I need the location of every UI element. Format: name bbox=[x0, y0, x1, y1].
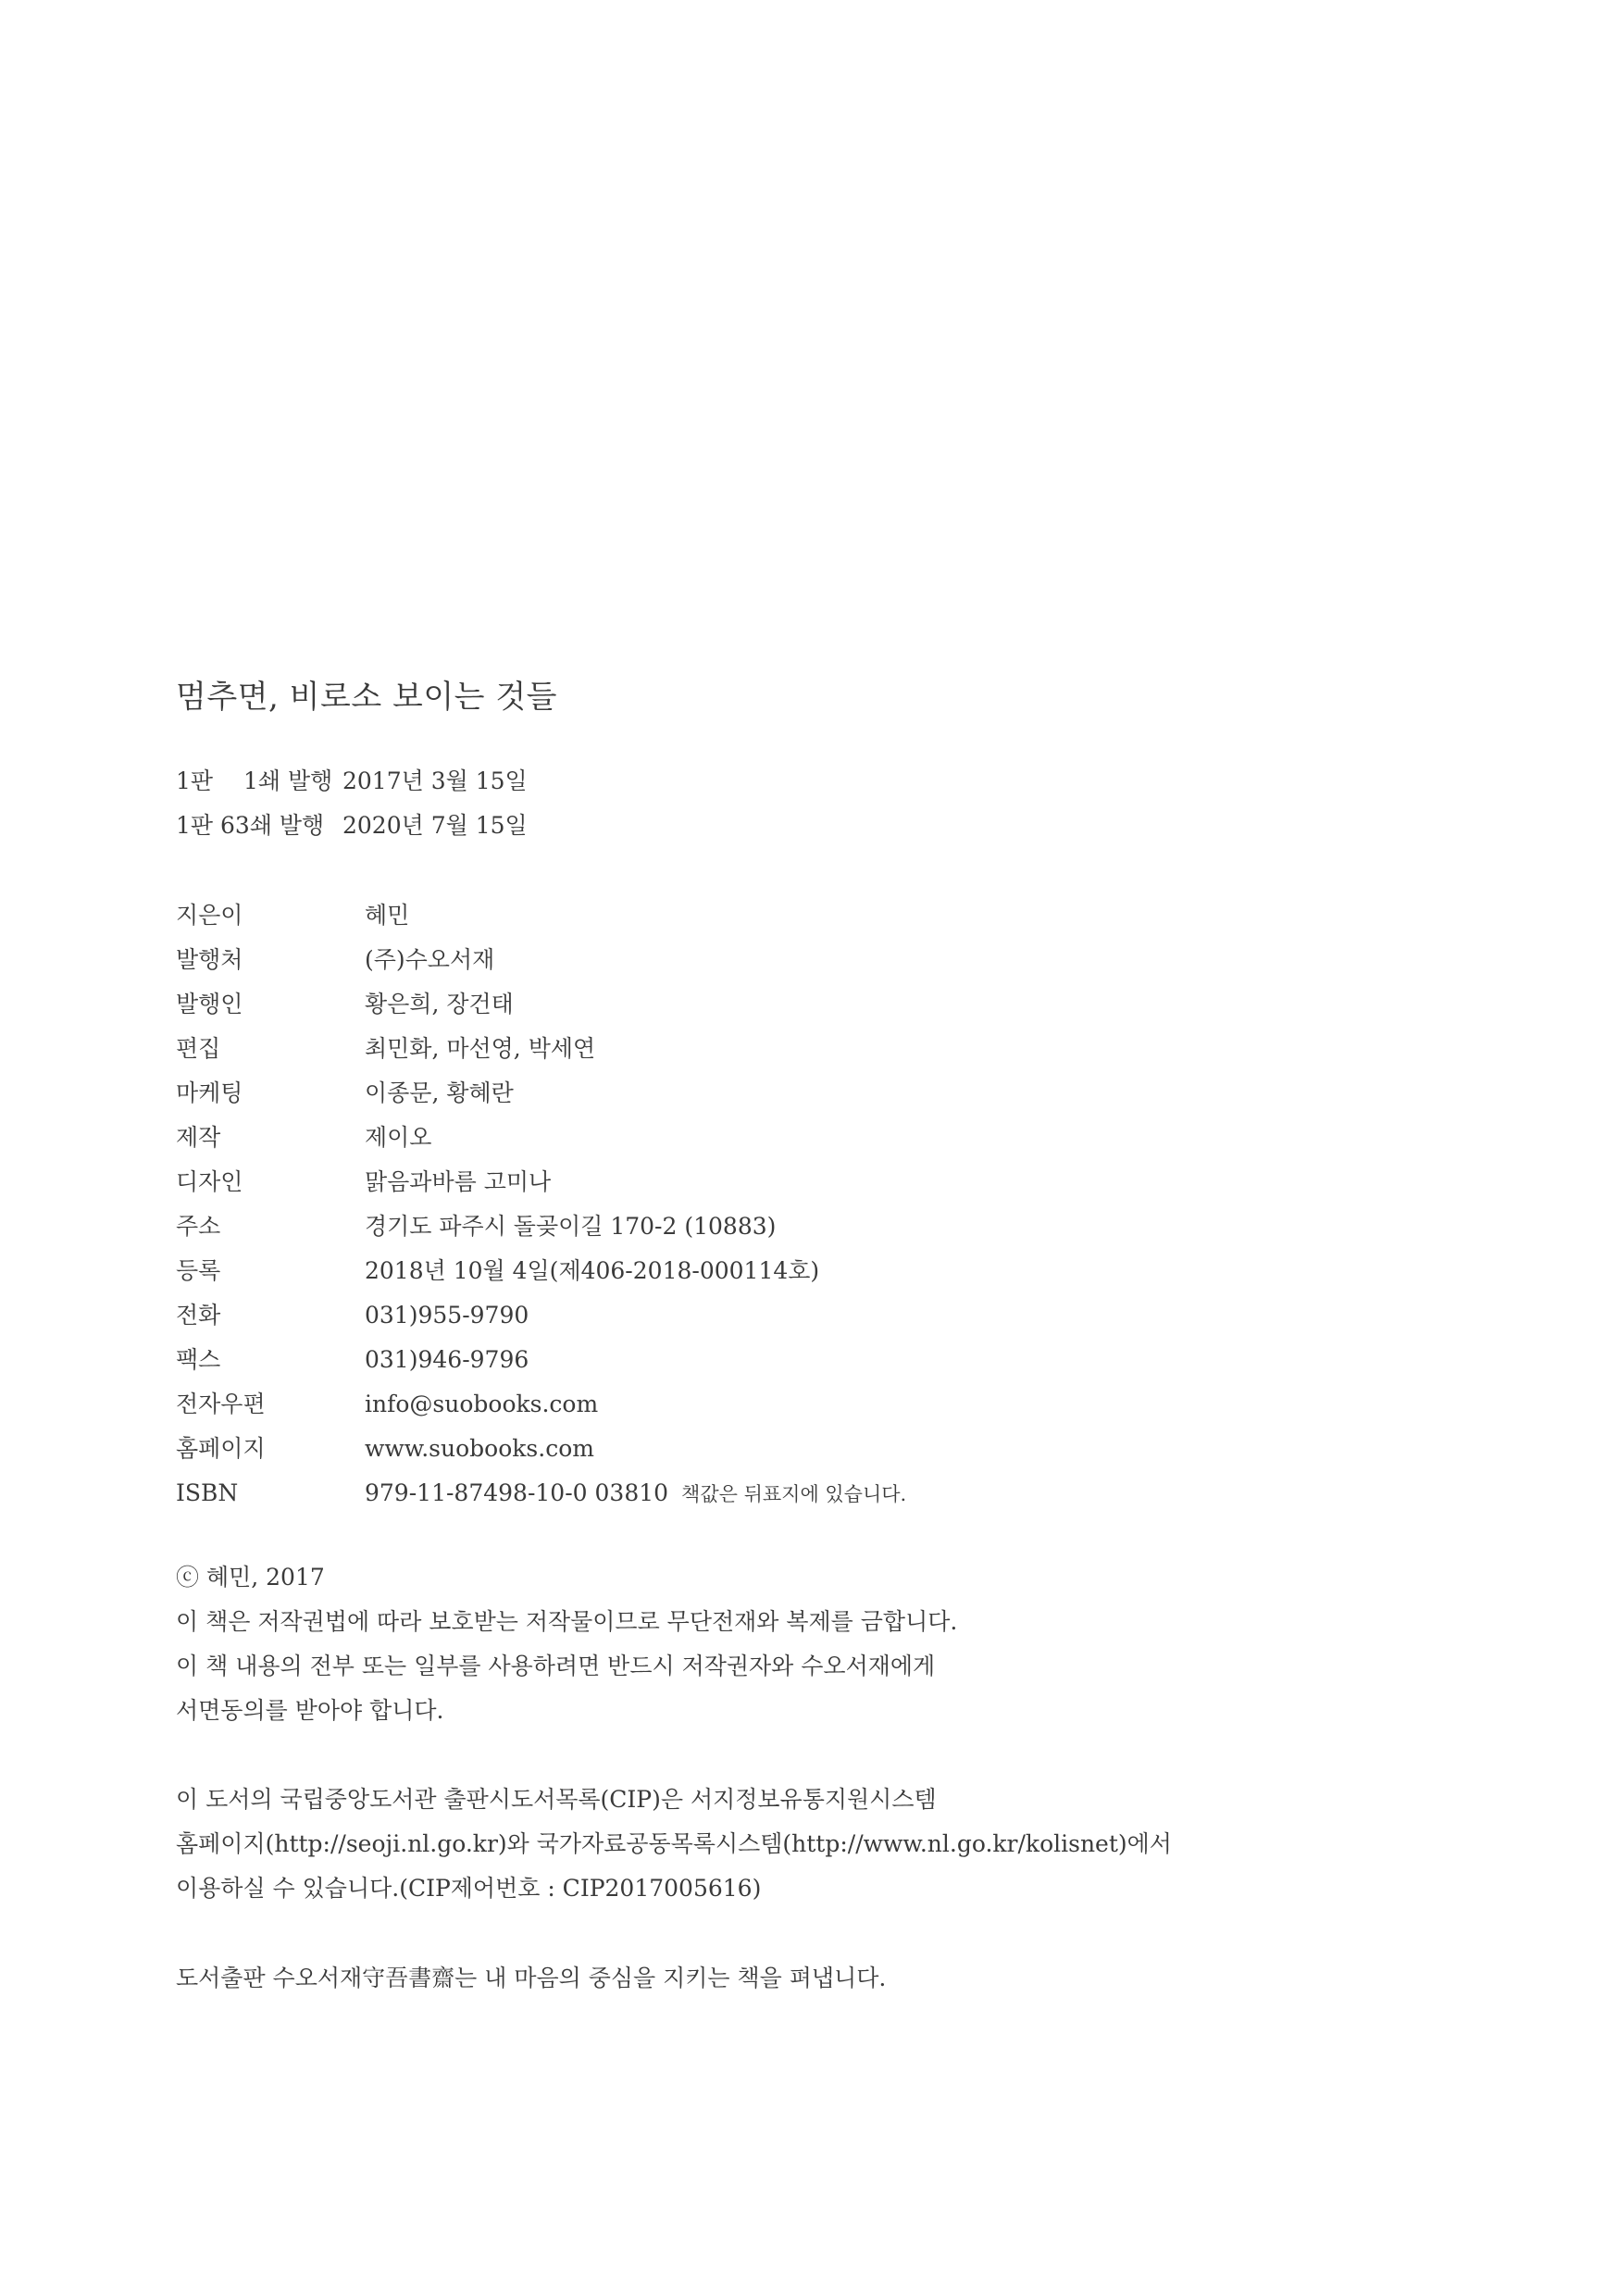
edition-line bbox=[176, 804, 528, 848]
credit-value: 031)955-9790 bbox=[365, 1302, 529, 1329]
credit-label: 팩스 bbox=[176, 1346, 221, 1373]
edition-line bbox=[176, 759, 528, 804]
credit-value: 경기도 파주시 돌곶이길 170-2 (10883) bbox=[365, 1213, 777, 1240]
credit-value: www.suobooks.com bbox=[365, 1435, 594, 1462]
cip-line: 이용하실 수 있습니다.(CIP제어번호 : CIP2017005616) bbox=[176, 1875, 762, 1902]
publisher-motto: 도서출판 수오서재守吾書齋는 내 마음의 중심을 지키는 책을 펴냅니다. bbox=[176, 1965, 887, 1991]
credit-row-production bbox=[176, 1116, 906, 1160]
credit-row-homepage bbox=[176, 1427, 906, 1471]
credit-value: 황은희, 장건태 bbox=[365, 991, 514, 1017]
credit-row-design bbox=[176, 1160, 906, 1204]
edition-history bbox=[176, 759, 528, 848]
copyright-block bbox=[176, 1555, 957, 1733]
credit-label: 제작 bbox=[176, 1124, 221, 1151]
credit-label: 디자인 bbox=[176, 1168, 243, 1195]
credit-value: 2018년 10월 4일(제406-2018-000114호) bbox=[365, 1257, 820, 1284]
credit-row-fax bbox=[176, 1338, 906, 1382]
credits-list bbox=[176, 893, 906, 1516]
credit-value: info@suobooks.com bbox=[365, 1391, 599, 1417]
credit-label: 지은이 bbox=[176, 902, 243, 929]
credit-label: 전화 bbox=[176, 1302, 221, 1329]
credit-value: 제이오 bbox=[365, 1124, 432, 1151]
edition-label: 1판 1쇄 발행 bbox=[176, 767, 333, 794]
credit-label: 마케팅 bbox=[176, 1079, 243, 1106]
credit-label: 주소 bbox=[176, 1213, 221, 1240]
credit-label: 편집 bbox=[176, 1035, 221, 1062]
credit-value: 맑음과바름 고미나 bbox=[365, 1168, 552, 1195]
copyright-line: 서면동의를 받아야 합니다. bbox=[176, 1697, 444, 1724]
credit-value: 혜민 bbox=[365, 902, 410, 929]
credit-row-publisher-company bbox=[176, 938, 906, 982]
cip-line: 이 도서의 국립중앙도서관 출판시도서목록(CIP)은 서지정보유통지원시스템 bbox=[176, 1786, 937, 1813]
credit-value: 최민화, 마선영, 박세연 bbox=[365, 1035, 596, 1062]
credit-row-registration bbox=[176, 1249, 906, 1293]
credit-row-email bbox=[176, 1382, 906, 1427]
credit-label: 전자우편 bbox=[176, 1391, 266, 1417]
credit-label: 홈페이지 bbox=[176, 1435, 266, 1462]
book-title: 멈추면, 비로소 보이는 것들 bbox=[176, 679, 558, 716]
credit-value: (주)수오서재 bbox=[365, 946, 495, 973]
price-note: 책값은 뒤표지에 있습니다. bbox=[681, 1483, 907, 1505]
credit-row-editing bbox=[176, 1027, 906, 1071]
copyright-line: 이 책은 저작권법에 따라 보호받는 저작물이므로 무단전재와 복제를 금합니다. bbox=[176, 1608, 958, 1635]
edition-date: 2020년 7월 15일 bbox=[342, 812, 528, 839]
credit-value: 979-11-87498-10-0 03810 bbox=[365, 1479, 669, 1506]
credit-row-phone bbox=[176, 1293, 906, 1338]
credit-row-marketing bbox=[176, 1071, 906, 1116]
credit-value: 이종문, 황혜란 bbox=[365, 1079, 514, 1106]
cip-line: 홈페이지(http://seoji.nl.go.kr)와 국가자료공동목록시스템(http://www.nl.go.kr/kolisnet)에서 bbox=[176, 1830, 1172, 1857]
credit-label: 발행인 bbox=[176, 991, 243, 1017]
copyright-notice: ⓒ 혜민, 2017 bbox=[176, 1564, 325, 1591]
credit-row-publisher bbox=[176, 982, 906, 1027]
cip-block bbox=[176, 1778, 1172, 1911]
copyright-line: 이 책 내용의 전부 또는 일부를 사용하려면 반드시 저작권자와 수오서재에게 bbox=[176, 1653, 936, 1679]
credit-label: 발행처 bbox=[176, 946, 243, 973]
credit-row-author bbox=[176, 893, 906, 938]
credit-value: 031)946-9796 bbox=[365, 1346, 529, 1373]
credit-label: ISBN bbox=[176, 1479, 239, 1506]
edition-label: 1판 63쇄 발행 bbox=[176, 812, 325, 839]
edition-date: 2017년 3월 15일 bbox=[342, 767, 528, 794]
credit-row-address bbox=[176, 1204, 906, 1249]
credit-label: 등록 bbox=[176, 1257, 221, 1284]
credit-row-isbn bbox=[176, 1471, 906, 1516]
